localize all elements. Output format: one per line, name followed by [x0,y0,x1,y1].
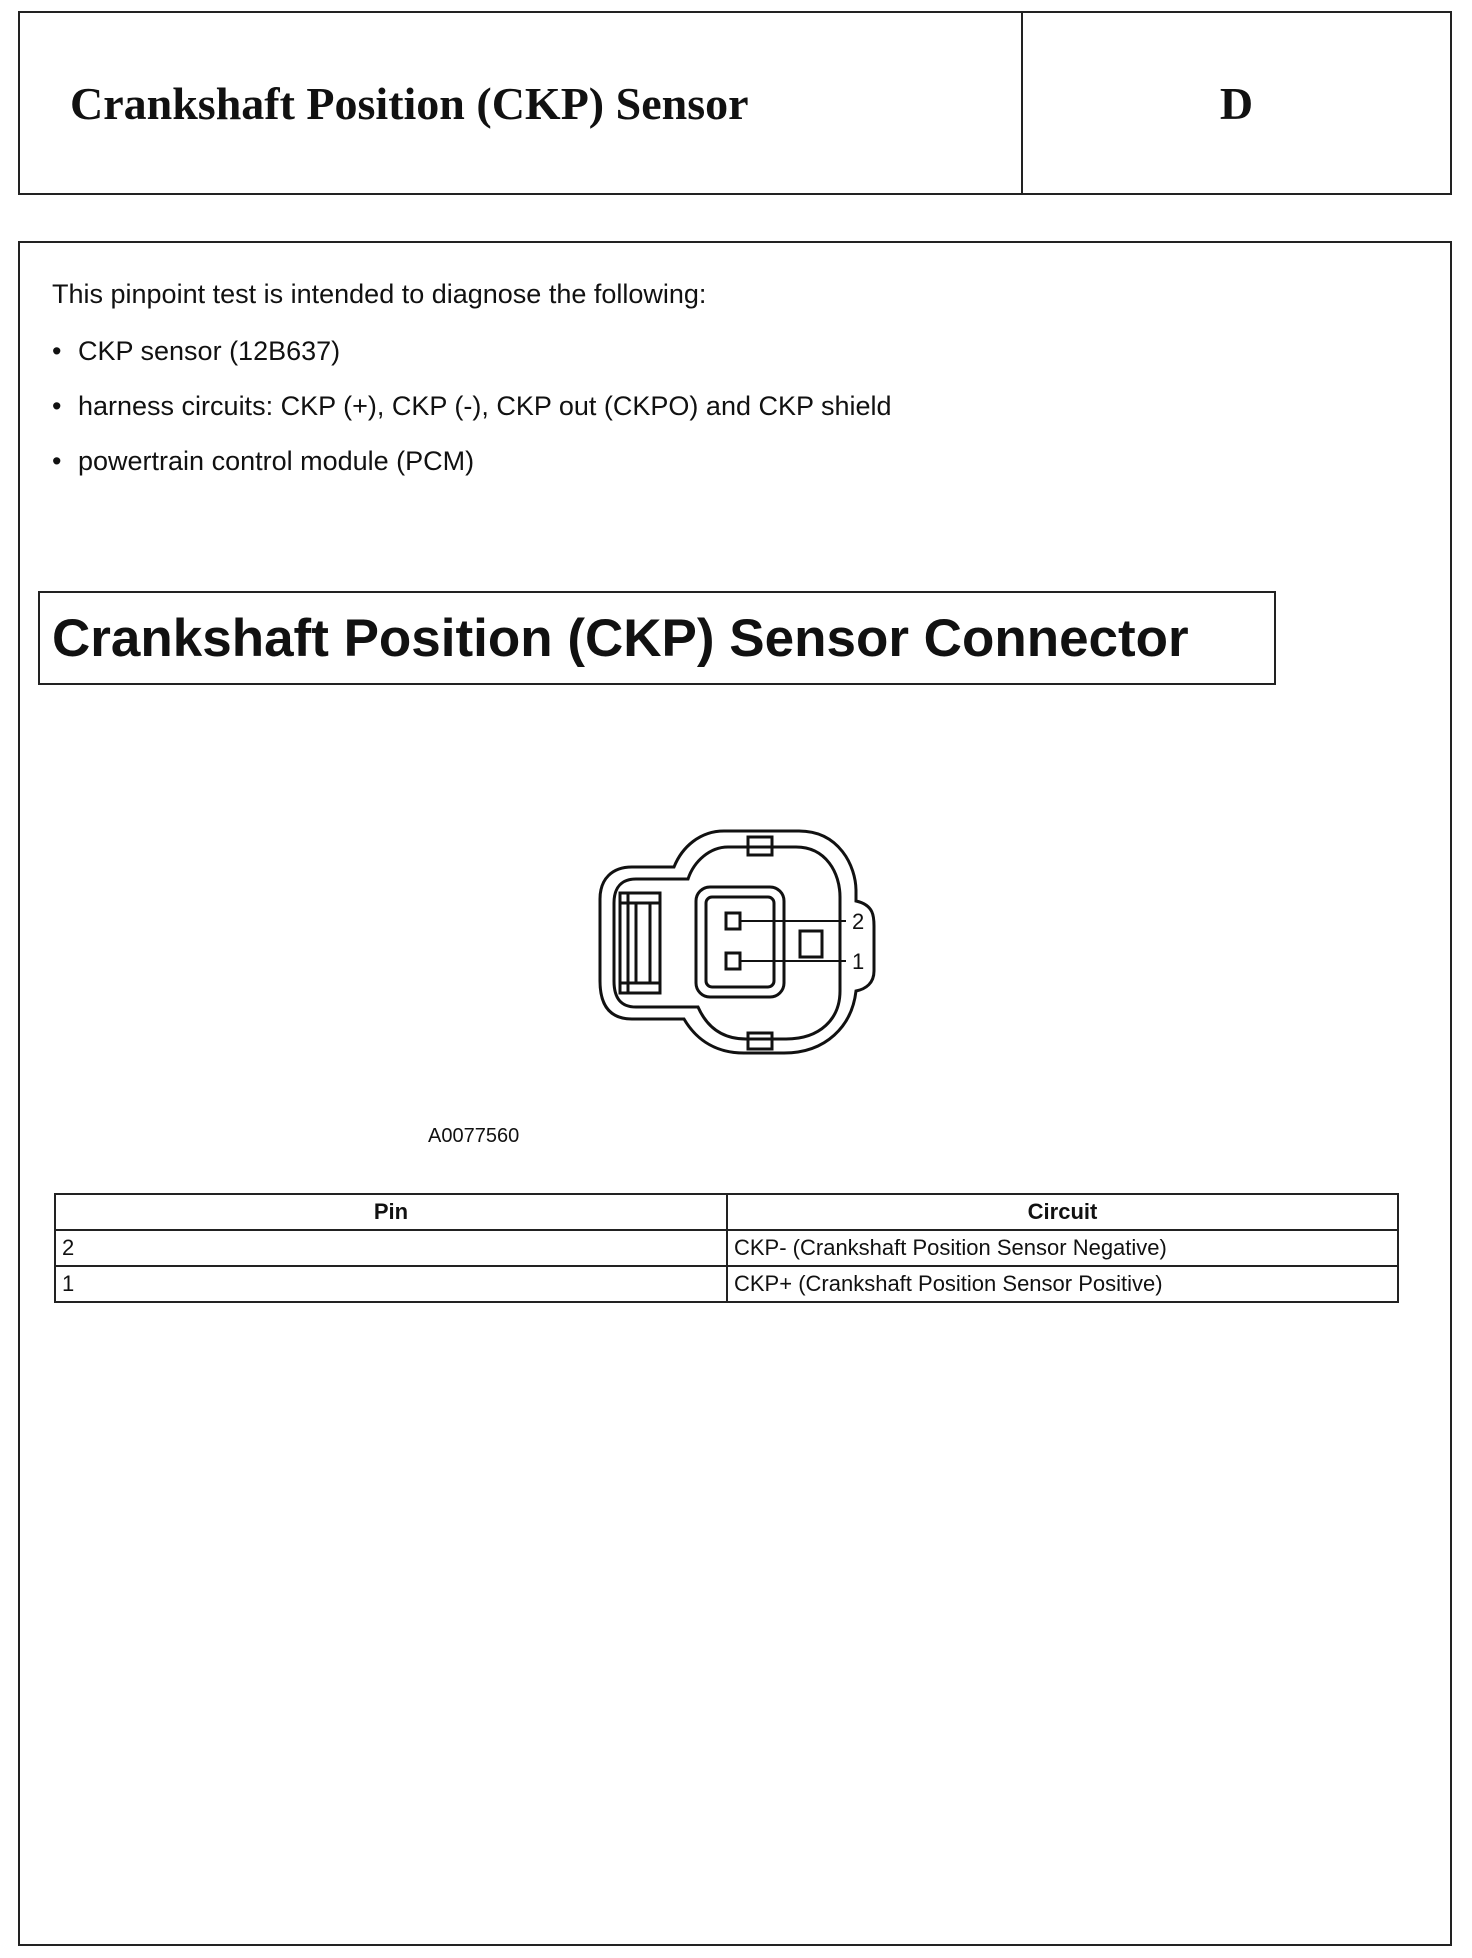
circuit-cell: CKP+ (Crankshaft Position Sensor Positive) [727,1266,1398,1302]
circuit-cell: CKP- (Crankshaft Position Sensor Negative) [727,1230,1398,1266]
column-header-circuit: Circuit [727,1194,1398,1230]
list-item-text: powertrain control module (PCM) [78,446,475,476]
pin-terminals [726,913,740,969]
list-item-text: harness circuits: CKP (+), CKP (-), CKP out (CKPO) and CKP shield [78,391,892,421]
figure-id: A0077560 [428,1125,520,1147]
table-row [55,1266,1398,1302]
pin-leader-lines [740,921,846,961]
connector-housing-outline [600,831,874,1053]
pin-cell: 2 [55,1230,727,1266]
connector-title: Crankshaft Position (CKP) Sensor Connector [38,591,1276,685]
bullet-icon: • [52,391,62,421]
pin-2-terminal [726,913,740,929]
pin-1-terminal [726,953,740,969]
bullet-icon: • [52,446,62,476]
bullet-icon: • [52,336,62,366]
connector-diagram [594,821,894,1071]
list-item-text: CKP sensor (12B637) [78,336,341,366]
page-title: Crankshaft Position (CKP) Sensor [20,13,1023,193]
list-item [52,336,892,391]
table-row [55,1230,1398,1266]
list-item [52,446,892,501]
pin-1-label: 1 [852,949,865,974]
header-box [18,11,1452,195]
table-header-row [55,1194,1398,1230]
pin-circuit-table [54,1193,1399,1303]
list-item [52,391,892,446]
diagnose-list [52,336,892,501]
column-header-pin: Pin [55,1194,727,1230]
pinpoint-test-code: D [1219,77,1254,129]
pin-2-label: 2 [852,909,865,934]
main-content-box [18,241,1452,1946]
intro-text: This pinpoint test is intended to diagnose the following: [52,279,707,309]
pin-cell: 1 [55,1266,727,1302]
